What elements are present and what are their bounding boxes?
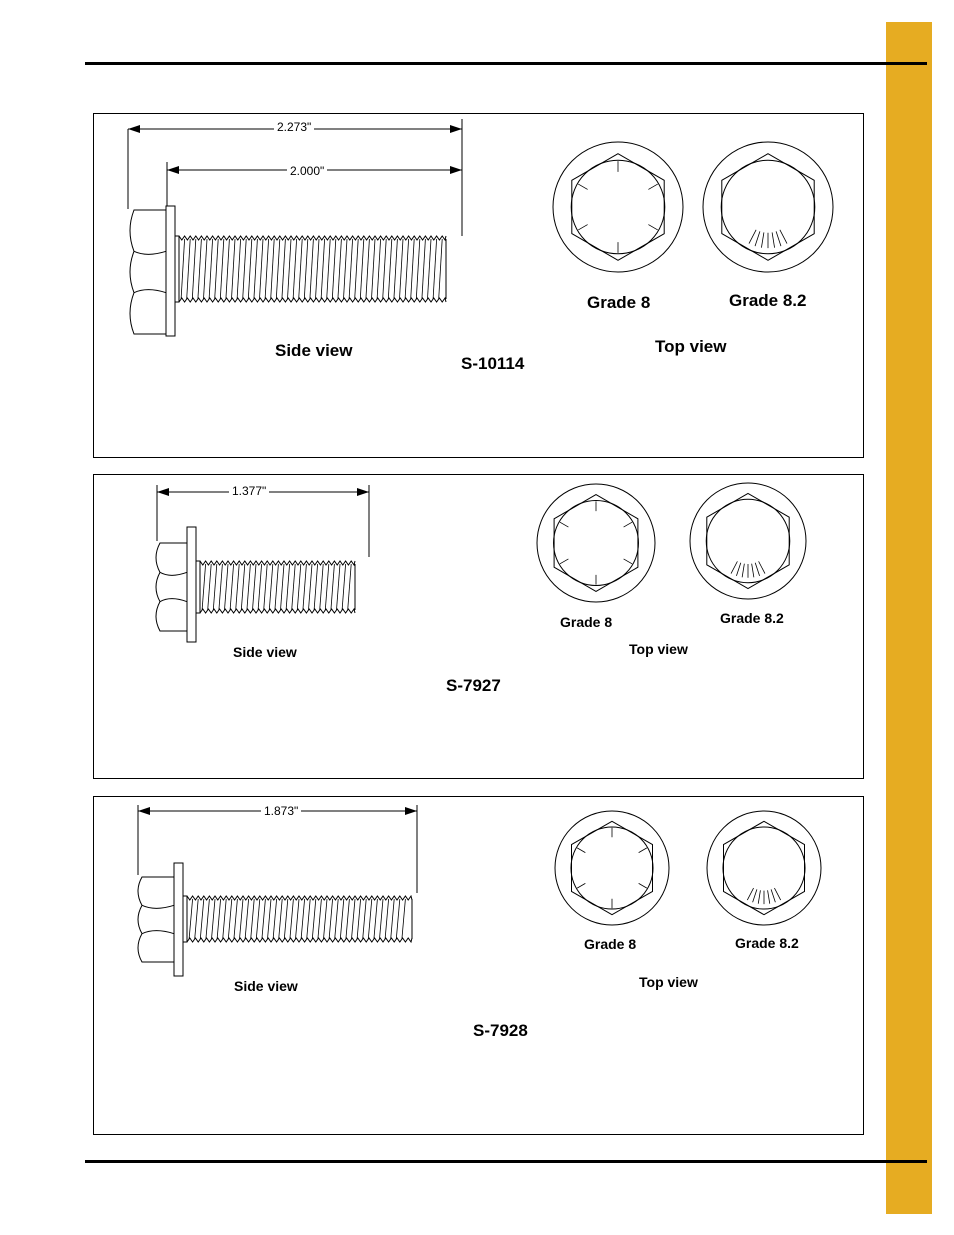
grade-8-top-view: [555, 811, 669, 925]
side-view-label: Side view: [234, 978, 298, 994]
side-view-label: Side view: [275, 341, 353, 360]
side-view-bolt: [130, 206, 446, 336]
top-view-label: Top view: [629, 641, 688, 657]
grade-8-2-top-view: [703, 142, 833, 272]
grade-8-2-label: Grade 8.2: [729, 291, 807, 310]
dimension-overall-label: 2.273": [274, 120, 314, 134]
grade-8-label: Grade 8: [584, 936, 637, 952]
top-view-label: Top view: [655, 337, 727, 356]
side-tab: [886, 22, 932, 1214]
grade-8-2-label: Grade 8.2: [735, 935, 799, 951]
part-number: S-10114: [461, 354, 525, 373]
bottom-rule: [85, 1160, 927, 1163]
dimension-overall-label: 1.377": [229, 484, 269, 498]
grade-8-2-label: Grade 8.2: [720, 610, 784, 626]
panel-s-10114: [93, 113, 864, 458]
bolt-drawing: [94, 475, 864, 779]
grade-8-label: Grade 8: [587, 293, 651, 312]
bolt-drawing: [94, 797, 864, 1135]
side-view-bolt: [138, 863, 412, 976]
bolt-drawing: [94, 114, 864, 458]
dimension-overall-label: 1.873": [261, 804, 301, 818]
top-view-label: Top view: [639, 974, 698, 990]
grade-8-2-top-view: [690, 483, 806, 599]
panel-s-7928: [93, 796, 864, 1135]
dimension-overall-arrow: [138, 805, 417, 893]
grade-8-top-view: [553, 142, 683, 272]
top-rule: [85, 62, 927, 65]
dimension-thread-label: 2.000": [287, 164, 327, 178]
grade-8-2-top-view: [707, 811, 821, 925]
part-number: S-7928: [473, 1021, 528, 1040]
side-view-label: Side view: [233, 644, 297, 660]
part-number: S-7927: [446, 676, 501, 695]
panel-s-7927: [93, 474, 864, 779]
grade-8-label: Grade 8: [560, 614, 613, 630]
side-view-bolt: [156, 527, 355, 642]
grade-8-top-view: [537, 484, 655, 602]
